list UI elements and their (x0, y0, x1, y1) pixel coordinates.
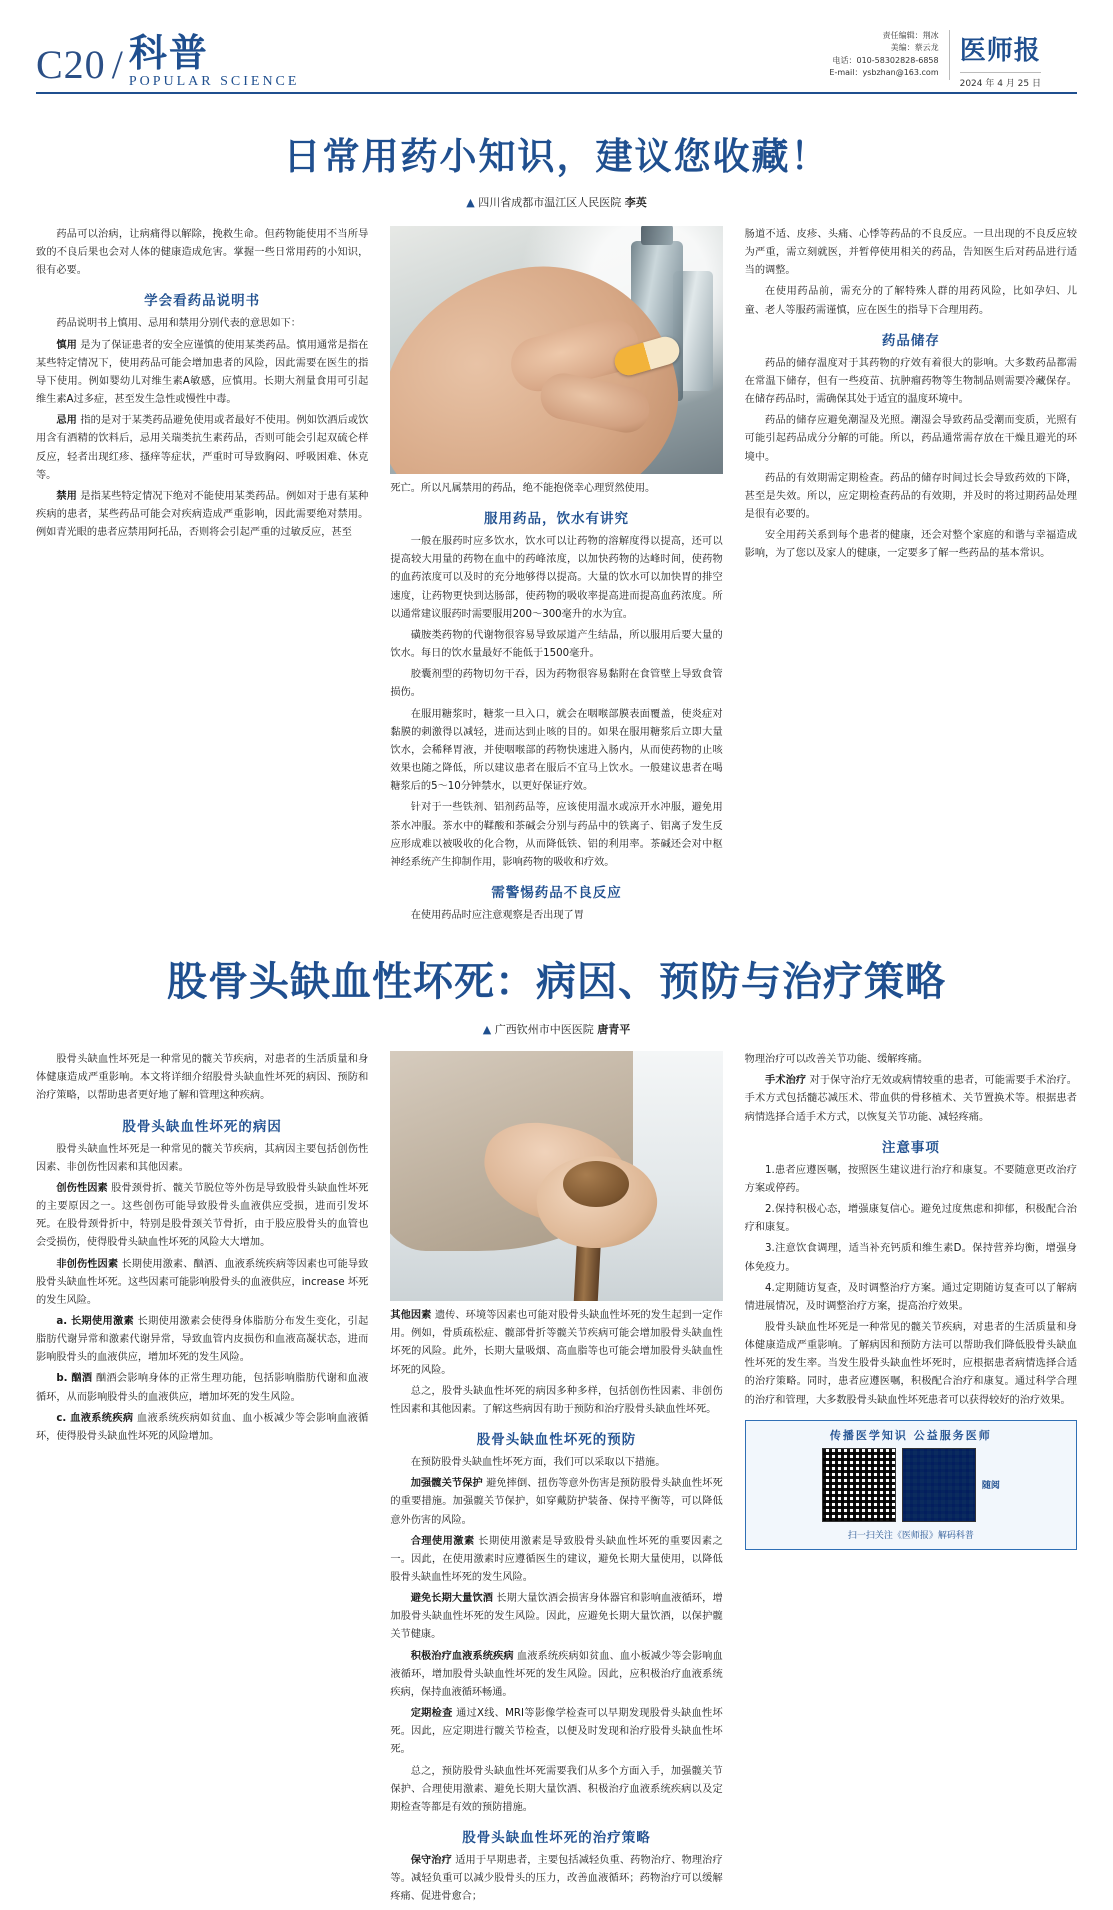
paragraph-body: 血液系统疾病如贫血、血小板减少等会影响血液循环，使得股骨头缺血性坏死的风险增加。 (36, 1412, 369, 1442)
subheading: 股骨头缺血性坏死的治疗策略 (462, 1830, 651, 1847)
section-name-en: POPULAR SCIENCE (128, 74, 300, 89)
article2-byline (36, 1021, 1077, 1037)
elderly-hand-on-cane-photo (390, 1051, 722, 1301)
paragraph: 药品的有效期需定期检查。药品的储存时间过长会导致药效的下降，甚至是失效。所以，应定期检查药品的有效期，并及时的将过期药品处理是很有必要的。 (744, 472, 1077, 521)
paragraph: 死亡。所以凡属禁用的药品，绝不能抱侥幸心理贸然使用。 (390, 483, 656, 494)
phone-line: 电话：010-58302828-6858 (832, 55, 939, 65)
paragraph-body: 长期使用激素、酗酒、血液系统疾病等因素也可能导致股骨头缺血性坏死。这些因素可能影响股骨头的血液供应，increase 坏死的发生风险。 (36, 1258, 369, 1306)
subheading: 药品储存 (881, 332, 940, 349)
paragraph: 药品的储存应避免潮湿及光照。潮湿会导致药品受潮而变质，光照有可能引起药品成分分解的可能。所以，药品通常需存放在干燥且避光的环境中。 (744, 415, 1077, 463)
article1-columns (36, 226, 1077, 928)
subheading: 股骨头缺血性坏死的病因 (122, 1118, 282, 1135)
paragraph-lead: 手术治疗 (765, 1075, 807, 1087)
paragraph (36, 1410, 368, 1446)
slash-divider: / (111, 42, 123, 87)
paragraph (36, 412, 368, 485)
paragraph: 股骨头缺血性坏死是一种常见的髋关节疾病，其病因主要包括创伤性因素、非创伤性因素和其他因素。 (36, 1143, 369, 1173)
qr-side-label: 随阅 (981, 1481, 1000, 1492)
editor-line: 责任编辑：荆冰 (882, 31, 939, 40)
paragraph (36, 1180, 368, 1253)
byline-author: 唐青平 (597, 1023, 631, 1037)
newspaper-brand (960, 30, 1041, 89)
qr-code-newspaper[interactable] (822, 1448, 896, 1522)
paragraph: 磺胺类药物的代谢物很容易导致尿道产生结晶，所以服用后要大量的饮水。每日的饮水量最好不能低于1500毫升。 (390, 629, 723, 660)
paragraph: 胶囊剂型的药物切勿干吞，因为药物很容易黏附在食管壁上导致食管损伤。 (390, 669, 723, 699)
paragraph: 股骨头缺血性坏死是一种常见的髋关节疾病，对患者的生活质量和身体健康造成严重影响。本文将详细介绍股骨头缺血性坏死的病因、预防和治疗策略，以帮助患者更好地了解和管理这种疾病。 (36, 1054, 369, 1102)
paragraph-lead: 加强髋关节保护 (410, 1478, 483, 1490)
qr-promo-row (752, 1448, 1070, 1522)
qr-code-video-channel[interactable] (902, 1448, 976, 1522)
paragraph-lead: c. 血液系统疾病 (56, 1412, 134, 1424)
article1-col-1 (36, 226, 368, 928)
paragraph-lead: b. 酗酒 (56, 1373, 93, 1385)
masthead-contact-block (829, 30, 949, 80)
masthead-right (829, 30, 1041, 89)
paragraph: 3.注意饮食调理，适当补充钙质和维生素D。保持营养均衡，增强身体免疫力。 (744, 1243, 1077, 1273)
issue-date: 2024 年 4 月 25 日 (960, 72, 1041, 89)
article2-columns (36, 1051, 1077, 1909)
byline-org: 广西钦州市中医医院 (494, 1023, 594, 1037)
paragraph: 药品的储存温度对于其药物的疗效有着很大的影响。大多数药品都需在常温下储存，但有一些疫苗、抗肿瘤药物等生物制品则需要冷藏保存。在储存药品时，需确保其处于适宜的温度环境中。 (744, 357, 1077, 406)
paragraph: 在使用药品时应注意观察是否出现了胃 (410, 909, 584, 921)
subheading: 需警惕药品不良反应 (491, 884, 622, 901)
email-line: E-mail：ysbzhan@163.com (829, 68, 939, 78)
section-name (128, 31, 300, 89)
article2-col-1 (36, 1051, 368, 1909)
page-number: C20 (36, 42, 106, 87)
paragraph (36, 1313, 368, 1367)
paragraph: 一般在服药时应多饮水，饮水可以让药物的溶解度得以提高，还可以提高较大用量的药物在血中的药峰浓度，以加快药物的达峰时间，使药物的血药浓度可以及时的充分地够得以提高。大量的饮水可以加快胃的排空速度，让药物更快到达肠部，使药物的吸收率提高进而提高血药浓度。所以通常建议服药时需要服用200～300毫升的水为宜。 (390, 536, 723, 620)
article-daily-medication (36, 126, 1077, 928)
article1-col-3 (745, 226, 1077, 928)
article1-byline (36, 194, 1077, 210)
masthead (36, 0, 1077, 100)
article2-col-2 (390, 1051, 722, 1909)
paragraph: 4.定期随访复查，及时调整治疗方案。通过定期随访复查可以了解病情进展情况，及时调整治疗方案，提高治疗效果。 (744, 1282, 1077, 1312)
paragraph-body: 通过X线、MRI等影像学检查可以早期发现股骨头缺血性坏死。因此，应定期进行髋关节检查，以便及时发现和治疗股骨头缺血性坏死。 (390, 1708, 723, 1756)
paragraph-lead: 其他因素 (390, 1310, 432, 1322)
paragraph: 药品可以治病，让病痛得以解除，挽救生命。但药物能使用不当所导致的不良后果也会对人体的健康造成危害。掌握一些日常用药的小知识，很有必要。 (36, 229, 369, 277)
paragraph-body: 股骨颈骨折、髋关节脱位等外伤是导致股骨头缺血性坏死的主要原因之一。这些创伤可能导致股骨头血液供应受损，进而引发坏死。在股骨颈骨折中，特别是股骨颈关节骨折，由于股应股骨头的血管也会受损伤，使得股骨头缺血性坏死的风险大大增加。 (36, 1182, 369, 1249)
paragraph (390, 1648, 722, 1702)
paragraph-body: 避免摔倒、扭伤等意外伤害是预防股骨头缺血性坏死的重要措施。加强髋关节保护，如穿戴防护装备、保持平衡等，可以降低意外伤害的风险。 (390, 1478, 723, 1526)
paragraph-body: 血液系统疾病如贫血、血小板减少等会影响血液循环，增加股骨头缺血性坏死的发生风险。因此，应积极治疗血液系统疾病，保持血液循环畅通。 (390, 1650, 723, 1698)
paragraph-lead: 定期检查 (410, 1708, 453, 1720)
byline-author: 李英 (624, 196, 647, 209)
paragraph-lead: 积极治疗血液系统疾病 (410, 1650, 514, 1662)
masthead-rule (36, 92, 1077, 94)
article1-title: 日常用药小知识，建议您收藏！ (283, 135, 830, 178)
paragraph: 在使用药品前，需充分的了解特殊人群的用药风险，比如孕妇、儿童、老人等服药需谨慎，应在医生的指导下合理用药。 (744, 286, 1077, 316)
paragraph (390, 1852, 722, 1906)
paragraph-body: 酗酒会影响身体的正常生理功能，包括影响脂肪代谢和血液循环，从而影响股骨头的血液供应，增加坏死的发生风险。 (36, 1373, 369, 1403)
paragraph-lead: 忌用 (56, 415, 77, 427)
paragraph: 总之，股骨头缺血性坏死的病因多种多样，包括创伤性因素、非创伤性因素和其他因素。了解这些病因有助于预防和治疗股骨头缺血性坏死。 (390, 1385, 723, 1415)
paragraph: 在服用糖浆时，糖浆一旦入口，就会在咽喉部膜表面覆盖，使炎症对黏膜的刺激得以减轻，进而达到止咳的目的。如果在服用糖浆后立即大量饮水，会稀释胃液，并使咽喉部的药物快速进入肠内，从而使药物的止咳效果也随之降低，所以建议患者在服后不宜马上饮水。一般建议患者在喝糖浆后的5～10分钟禁水，以更好保证疗效。 (390, 708, 723, 793)
paragraph (36, 337, 368, 410)
paragraph-body: 适用于早期患者，主要包括减轻负重、药物治疗、物理治疗等。减轻负重可以减少股骨头的压力，改善血液循环；药物治疗可以缓解疼痛、促进骨愈合； (390, 1855, 723, 1903)
paragraph-lead: 创伤性因素 (56, 1182, 108, 1194)
paragraph-body: 是指某些特定情况下绝对不能使用某类药品。例如对于患有某种疾病的患者，某些药品可能会对疾病造成严重影响，因此需要绝对禁用。例如青光眼的患者应禁用阿托品，否则将会引起严重的过敏反应，甚至 (36, 490, 369, 539)
hand-holding-capsule-photo (390, 226, 722, 474)
paragraph: 2.保持积极心态，增强康复信心。避免过度焦虑和抑郁，积极配合治疗和康复。 (744, 1204, 1077, 1234)
paragraph-lead: 禁用 (56, 490, 77, 502)
section-name-cn: 科普 (128, 31, 209, 75)
subheading: 服用药品，饮水有讲究 (483, 511, 629, 528)
article2-title: 股骨头缺血性坏死：病因、预防与治疗策略 (167, 959, 946, 1006)
qr-promo-box (745, 1420, 1077, 1550)
subheading: 学会看药品说明书 (144, 293, 261, 310)
paragraph-body: 对于保守治疗无效或病情较重的患者，可能需要手术治疗。手术方式包括髓芯减压术、带血供的骨移植术、关节置换术等。根据患者病情选择合适手术方式，以恢复关节功能、减轻疼痛。 (744, 1075, 1077, 1123)
qr-promo-headline: 传播医学知识 公益服务医师 (829, 1428, 992, 1442)
paragraph: 1.患者应遵医嘱，按照医生建议进行治疗和康复。不要随意更改治疗方案或停药。 (744, 1164, 1077, 1194)
paragraph: 肠道不适、皮疹、头痛、心悸等药品的不良反应。一旦出现的不良反应较为严重，需立刻就医，并暂停使用相关的药品，告知医生后对药品进行适当的调整。 (744, 229, 1077, 277)
paragraph: 物理治疗可以改善关节功能、缓解疼痛。 (744, 1054, 929, 1066)
paragraph: 在预防股骨头缺血性坏死方面，我们可以采取以下措施。 (410, 1457, 666, 1469)
paragraph (390, 1590, 722, 1644)
paragraph-lead: 非创伤性因素 (56, 1258, 119, 1270)
paragraph: 总之，预防股骨头缺血性坏死需要我们从多个方面入手，加强髋关节保护、合理使用激素、避免长期大量饮酒、积极治疗血液系统疾病以及定期检查等都是有效的预防措施。 (390, 1765, 723, 1813)
paragraph (390, 1475, 722, 1529)
paragraph-body: 遗传、环境等因素也可能对股骨头缺血性坏死的发生起到一定作用。例如，骨质疏松症、髋部骨折等髋关节疾病可能会增加股骨头缺血性坏死的风险。此外，长期大量吸烟、高血脂等也可能会增加股骨头缺血性坏死的风险。 (390, 1310, 723, 1376)
paragraph (390, 1705, 722, 1759)
paragraph-body: 是为了保证患者的安全应谨慎的使用某类药品。慎用通常是指在某些特定情况下，使用药品可能会增加患者的风险，因此需要在医生的指导下使用。例如婴幼儿对维生素A敏感，应慎用。长期大剂量食用可引起维生素A过多症，甚至发生急性或慢性中毒。 (36, 339, 369, 406)
paragraph-body: 长期使用激素是导致股骨头缺血性坏死的重要因素之一。因此，在使用激素时应遵循医生的建议，避免长期大量使用，以降低股骨头缺血性坏死的发生风险。 (390, 1535, 723, 1583)
brand-name: 医师报 (959, 36, 1041, 66)
byline-triangle-icon: ▲ (466, 196, 475, 209)
qr-side-labels (982, 1478, 1000, 1491)
paragraph-lead: 慎用 (56, 339, 77, 351)
paragraph (36, 488, 368, 542)
paragraph: 股骨头缺血性坏死是一种常见的髋关节疾病，对患者的生活质量和身体健康造成严重影响。了解病因和预防方法可以帮助我们降低股骨头缺血性坏死的发生率。当发生股骨头缺血性坏死时，应根据患者病情选择合适的治疗策略。同时，患者应遵医嘱，积极配合治疗和康复。通过科学合理的治疗和管理，大多数股骨头缺血性坏死患者可以获得较好的治疗效果。 (744, 1322, 1077, 1406)
article-femoral-head-necrosis (36, 950, 1077, 1909)
paragraph-lead: a. 长期使用激素 (56, 1316, 135, 1327)
paragraph-body: 长期使用激素会使得身体脂肪分布发生变化，引起脂肪代谢异常和激素代谢异常，导致血管内皮损伤和血液高凝状态，进而影响股骨头的血液供应，增加坏死的发生风险。 (36, 1316, 369, 1364)
paragraph-lead: 避免长期大量饮酒 (410, 1593, 494, 1605)
paragraph-lead: 保守治疗 (410, 1855, 452, 1867)
paragraph-body: 指的是对于某类药品避免使用或者最好不使用。例如饮酒后或饮用含有酒精的饮料后，忌用关瑞类抗生素药品，否则可能会引起双硫仑样反应，轻者出现红疹、搔痒等症状，严重时可导致胸闷、呼吸困难、休克等。 (36, 415, 369, 481)
qr-promo-footer: 扫一扫关注《医师报》解码科普 (847, 1530, 974, 1541)
article1-col-2 (390, 226, 722, 928)
paragraph (390, 1307, 722, 1380)
paragraph: 安全用药关系到每个患者的健康，还会对整个家庭的和谐与幸福造成影响，为了您以及家人的健康，一定要多了解一些药品的基本常识。 (744, 530, 1077, 560)
paragraph: 药品说明书上慎用、忌用和禁用分别代表的意思如下： (56, 318, 301, 330)
paragraph (36, 1256, 368, 1310)
paragraph: 针对于一些铁剂、铝剂药品等，应该使用温水或凉开水冲服，避免用茶水冲服。茶水中的鞣酸和茶碱会分别与药品中的铁离子、铝离子发生反应形成难以被吸收的化合物，从而降低铁、铝的利用率。茶碱还会对中枢神经系统产生抑制作用，影响药物的吸收和疗效。 (390, 802, 723, 868)
byline-org: 四川省成都市温江区人民医院 (478, 196, 622, 209)
paragraph-lead: 合理使用激素 (410, 1535, 475, 1547)
designer-line: 美编：蔡云龙 (890, 43, 939, 53)
paragraph (390, 1533, 722, 1587)
subheading: 股骨头缺血性坏死的预防 (476, 1432, 637, 1449)
paragraph (36, 1370, 368, 1406)
paragraph (745, 1072, 1077, 1126)
subheading: 注意事项 (881, 1139, 940, 1156)
paragraph-body: 长期大量饮酒会损害身体器官和影响血液循环，增加股骨头缺血性坏死的发生风险。因此，应避免长期大量饮酒，以保护髋关节健康。 (390, 1593, 723, 1641)
byline-triangle-icon: ▲ (482, 1023, 492, 1037)
article2-col-3 (745, 1051, 1077, 1909)
